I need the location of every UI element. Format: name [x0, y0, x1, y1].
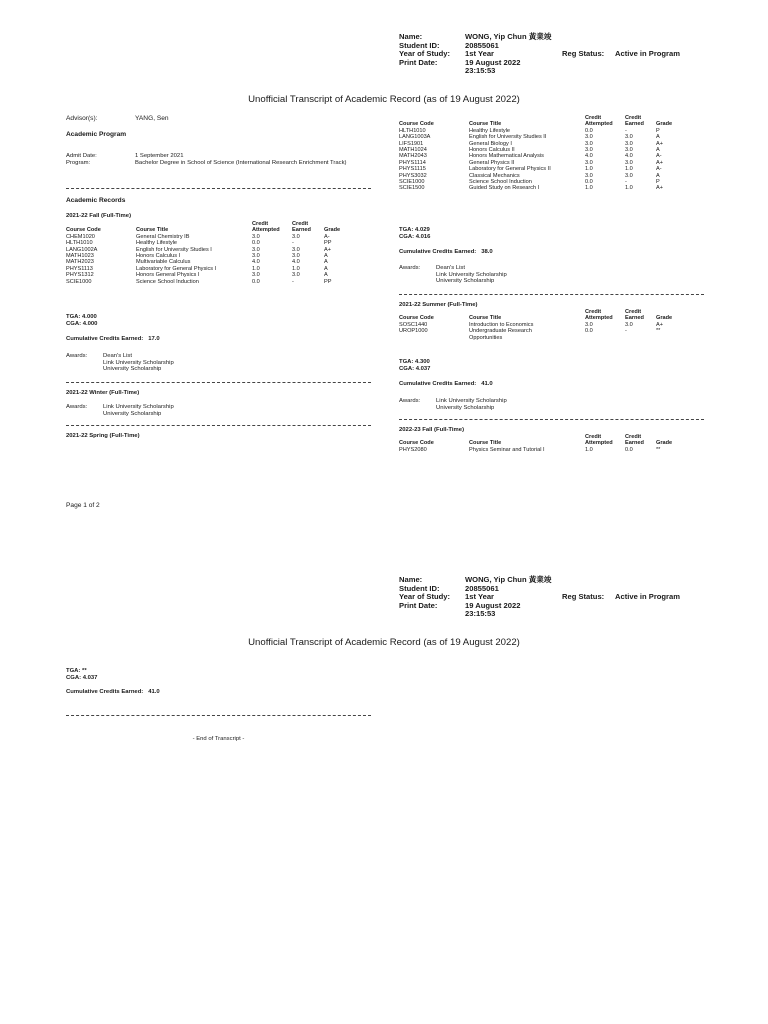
award: University Scholarship	[103, 410, 162, 417]
credit-earned: 3.0	[625, 172, 633, 179]
credit-earned: 3.0	[292, 246, 300, 253]
course-code: LANG1003A	[399, 134, 431, 141]
grade: P	[656, 179, 660, 186]
credit-attempted: 4.0	[585, 153, 593, 160]
credit-earned: 3.0	[625, 140, 633, 147]
credit-attempted: 1.0	[585, 446, 593, 453]
col-credit-earned: Credit Earned	[625, 434, 644, 447]
credit-earned: 3.0	[292, 272, 300, 279]
course-title: Laboratory for General Physics II	[469, 166, 551, 173]
print-time: 23:15:53	[465, 609, 496, 618]
student-id: 20855061	[465, 583, 499, 593]
course-title: English for University Studies I	[136, 246, 212, 253]
credit-attempted: 3.0	[585, 172, 593, 179]
course-code: MATH2023	[66, 259, 94, 266]
course-code: SCIE1000	[399, 179, 425, 186]
credit-earned: 0.0	[625, 446, 633, 453]
reg-status-label: Reg Status:	[562, 49, 605, 58]
print-date-label: Print Date:	[399, 600, 438, 610]
awards-list-winter-2021	[103, 404, 174, 417]
course-row	[399, 447, 686, 453]
awards-list-spring-2022	[436, 265, 507, 285]
award: Dean's List	[103, 353, 132, 359]
term-heading-spring-2022: 2021-22 Spring (Full-Time)	[66, 433, 140, 439]
credit-attempted: 0.0	[585, 328, 593, 335]
credit-earned: 3.0	[292, 233, 300, 240]
program-name: Bachelor Degree in School of Science (International Research Enrichment Track)	[135, 160, 347, 166]
page1-title: Unofficial Transcript of Academic Record (as of 19 August 2022)	[248, 94, 520, 105]
credit-attempted: 0.0	[252, 240, 260, 247]
course-code: LIFS1901	[399, 140, 424, 147]
credit-attempted: 4.0	[252, 259, 260, 266]
course-table-summer-2022	[399, 309, 686, 341]
col-grade: Grade	[656, 440, 673, 447]
grade: A+	[656, 185, 663, 192]
course-table-fall-2022	[399, 434, 686, 453]
col-credit-earned: Credit Earned	[625, 115, 644, 128]
grade: **	[656, 328, 661, 335]
tga-summer-2022: TGA: 4.300	[399, 359, 430, 365]
course-title: General Biology I	[469, 140, 512, 147]
grade: A	[656, 134, 660, 141]
credit-earned: 3.0	[292, 253, 300, 260]
term-heading-fall-2021: 2021-22 Fall (Full-Time)	[66, 213, 132, 219]
tga-fall-2021: TGA: 4.000	[66, 314, 97, 320]
academic-program-heading: Academic Program	[66, 131, 127, 138]
cum-credits-value: 41.0	[148, 689, 160, 695]
term-heading-winter-2021: 2021-22 Winter (Full-Time)	[66, 390, 140, 396]
divider	[66, 188, 371, 189]
course-code: PHYS1114	[399, 159, 426, 166]
credit-earned: 3.0	[625, 321, 633, 328]
credit-attempted: 3.0	[252, 246, 260, 253]
cga-spring-2022: CGA: 4.016	[399, 234, 431, 240]
award: Link University Scholarship	[436, 398, 507, 404]
course-title: Science School Induction	[136, 278, 199, 285]
award: Dean's List	[436, 265, 465, 271]
awards-label: Awards:	[399, 398, 421, 404]
course-title: Multivariable Calculus	[136, 259, 191, 266]
col-course-code: Course Code	[66, 227, 101, 234]
reg-status-label: Reg Status:	[562, 592, 605, 601]
col-course-code: Course Code	[399, 440, 434, 447]
print-time: 23:15:53	[465, 66, 496, 75]
cga-page2: CGA: 4.037	[66, 675, 98, 681]
print-date: 19 August 2022	[465, 57, 521, 67]
course-title: Laboratory for General Physics I	[136, 265, 217, 272]
grade: A+	[656, 159, 663, 166]
year-of-study: 1st Year	[465, 592, 494, 601]
credit-attempted: 1.0	[252, 265, 260, 272]
student-id-label: Student ID:	[399, 583, 440, 593]
col-course-title: Course Title	[469, 315, 502, 322]
credit-earned: -	[625, 179, 627, 186]
cum-credits-label: Cumulative Credits Earned:	[399, 381, 477, 387]
award: Link University Scholarship	[436, 271, 507, 278]
student-id: 20855061	[465, 40, 499, 50]
program-label: Program:	[66, 160, 91, 166]
col-course-code: Course Code	[399, 315, 434, 322]
course-row	[399, 328, 686, 341]
page1-header	[399, 33, 699, 75]
admit-date: 1 September 2021	[135, 153, 184, 159]
course-title: General Physics II	[469, 159, 515, 166]
print-date: 19 August 2022	[465, 600, 521, 610]
cum-credits-label: Cumulative Credits Earned:	[399, 249, 477, 255]
course-title: Honors Calculus II	[469, 147, 515, 154]
course-title: Undergraduate Research Opportunities	[469, 328, 532, 341]
course-code: PHYS3032	[399, 172, 427, 179]
grade: A+	[656, 321, 663, 328]
student-id-label: Student ID:	[399, 40, 440, 50]
col-grade: Grade	[324, 227, 341, 234]
advisor-name: YANG, Sen	[135, 115, 169, 122]
cum-credits-fall-2021	[66, 336, 160, 343]
course-table-spring-2022	[399, 115, 686, 192]
credit-attempted: 3.0	[585, 321, 593, 328]
course-code: PHYS1113	[66, 265, 93, 272]
grade: A+	[324, 246, 331, 253]
col-credit-earned: Credit Earned	[292, 221, 311, 234]
print-date-label: Print Date:	[399, 57, 438, 67]
cga-fall-2021: CGA: 4.000	[66, 321, 98, 327]
year-label: Year of Study:	[399, 49, 451, 58]
credit-earned: 3.0	[625, 147, 633, 154]
award: Link University Scholarship	[103, 404, 174, 410]
divider	[66, 382, 371, 383]
course-code: UROP1000	[399, 328, 428, 335]
cum-credits-value: 41.0	[481, 381, 493, 387]
grade: A-	[656, 153, 662, 160]
grade: A	[656, 147, 660, 154]
reg-status: Active in Program	[615, 592, 680, 601]
term-heading-summer-2022: 2021-22 Summer (Full-Time)	[399, 302, 478, 308]
course-code: SOSC1440	[399, 321, 428, 328]
credit-earned: 3.0	[625, 134, 633, 141]
course-row	[66, 279, 354, 285]
course-code: HLTH1010	[399, 127, 426, 134]
academic-records-heading: Academic Records	[66, 197, 126, 204]
course-title: Classical Mechanics	[469, 172, 520, 179]
course-code: PHYS2080	[399, 446, 427, 453]
col-grade: Grade	[656, 121, 673, 128]
page2-header	[399, 576, 699, 618]
awards-list-fall-2021	[103, 353, 174, 373]
credit-attempted: 1.0	[585, 166, 593, 173]
credit-attempted: 1.0	[585, 185, 593, 192]
course-title: Healthy Lifestyle	[469, 127, 511, 134]
course-row	[399, 185, 686, 191]
credit-attempted: 3.0	[252, 272, 260, 279]
grade: A	[324, 265, 328, 272]
credit-attempted: 0.0	[585, 127, 593, 134]
divider	[399, 419, 704, 420]
cum-credits-spring-2022	[399, 249, 493, 256]
credit-earned: 3.0	[625, 159, 633, 166]
page2-title: Unofficial Transcript of Academic Record (as of 19 August 2022)	[248, 637, 520, 648]
credit-earned: -	[292, 278, 294, 285]
credit-attempted: 3.0	[252, 253, 260, 260]
cum-credits-page2	[66, 689, 160, 696]
divider	[399, 294, 704, 295]
year-label: Year of Study:	[399, 592, 451, 601]
grade: A	[324, 272, 328, 279]
course-title: Physics Seminar and Tutorial I	[469, 446, 545, 453]
course-code: SCIE1500	[399, 185, 425, 192]
credit-earned: 1.0	[292, 265, 300, 272]
course-title: Honors Calculus I	[136, 253, 181, 260]
student-name: WONG, Yip Chun 黃業竣	[465, 575, 552, 584]
col-credit-earned: Credit Earned	[625, 309, 644, 322]
col-course-title: Course Title	[136, 227, 169, 234]
course-title: English for University Studies II	[469, 134, 547, 141]
course-title: Science School Induction	[469, 179, 532, 186]
course-title: Honors General Physics I	[136, 272, 200, 279]
grade: PP	[324, 240, 332, 247]
course-title: Healthy Lifestyle	[136, 240, 178, 247]
page-number: Page 1 of 2	[66, 502, 100, 509]
award: University Scholarship	[436, 278, 495, 285]
cum-credits-label: Cumulative Credits Earned:	[66, 689, 144, 695]
divider	[66, 715, 371, 716]
credit-attempted: 0.0	[252, 278, 260, 285]
grade: A-	[324, 233, 330, 240]
credit-earned: -	[292, 240, 294, 247]
col-credit-attempted: Credit Attempted	[252, 221, 280, 234]
grade: **	[656, 446, 661, 453]
awards-label: Awards:	[66, 353, 88, 359]
col-course-code: Course Code	[399, 121, 434, 128]
credit-earned: -	[625, 328, 627, 335]
credit-attempted: 3.0	[585, 134, 593, 141]
grade: PP	[324, 278, 332, 285]
name-label: Name:	[399, 32, 423, 41]
course-title: Guided Study on Research I	[469, 185, 540, 192]
course-code: MATH1024	[399, 147, 427, 154]
credit-earned: 1.0	[625, 166, 633, 173]
col-grade: Grade	[656, 315, 673, 322]
col-course-title: Course Title	[469, 440, 502, 447]
col-credit-attempted: Credit Attempted	[585, 434, 613, 447]
credit-attempted: 3.0	[585, 147, 593, 154]
course-title: Honors Mathematical Analysis	[469, 153, 544, 160]
course-title: Introduction to Economics	[469, 321, 534, 328]
award: University Scholarship	[436, 404, 495, 411]
course-code: HLTH1010	[66, 240, 93, 247]
credit-earned: 4.0	[292, 259, 300, 266]
col-credit-attempted: Credit Attempted	[585, 115, 613, 128]
grade: P	[656, 127, 660, 134]
credit-earned: 1.0	[625, 185, 633, 192]
course-table-fall-2021	[66, 221, 354, 285]
awards-label: Awards:	[66, 404, 88, 410]
end-of-transcript: - End of Transcript -	[192, 736, 245, 742]
credit-attempted: 3.0	[585, 140, 593, 147]
year-of-study: 1st Year	[465, 49, 494, 58]
student-name: WONG, Yip Chun 黃業竣	[465, 32, 552, 41]
credit-earned: 4.0	[625, 153, 633, 160]
credit-earned: -	[625, 127, 627, 134]
course-code: CHEM1020	[66, 233, 95, 240]
advisor-label: Advisor(s):	[66, 115, 98, 122]
tga-page2: TGA: **	[66, 668, 87, 674]
name-label: Name:	[399, 575, 423, 584]
course-code: PHYS1312	[66, 272, 94, 279]
grade: A-	[656, 166, 662, 173]
award: University Scholarship	[103, 366, 162, 373]
cum-credits-value: 17.0	[148, 336, 160, 342]
credit-attempted: 3.0	[585, 159, 593, 166]
cum-credits-summer-2022	[399, 381, 493, 388]
term-heading-fall-2022: 2022-23 Fall (Full-Time)	[399, 427, 465, 433]
admit-date-label: Admit Date:	[66, 153, 97, 159]
reg-status: Active in Program	[615, 49, 680, 58]
awards-label: Awards:	[399, 265, 421, 271]
course-code: SCIE1000	[66, 278, 92, 285]
course-code: MATH2043	[399, 153, 427, 160]
course-code: PHYS1115	[399, 166, 426, 173]
col-credit-attempted: Credit Attempted	[585, 309, 613, 322]
divider	[66, 425, 371, 426]
course-code: LANG1002A	[66, 246, 98, 253]
cga-summer-2022: CGA: 4.037	[399, 366, 431, 372]
credit-attempted: 3.0	[252, 233, 260, 240]
col-course-title: Course Title	[469, 121, 502, 128]
grade: A	[324, 253, 328, 260]
cum-credits-value: 38.0	[481, 249, 493, 255]
awards-list-summer-2022	[436, 398, 507, 411]
course-code: MATH1023	[66, 253, 94, 260]
grade: A+	[656, 140, 663, 147]
grade: A	[656, 172, 660, 179]
credit-attempted: 0.0	[585, 179, 593, 186]
course-title: General Chemistry IB	[136, 233, 190, 240]
cum-credits-label: Cumulative Credits Earned:	[66, 336, 144, 342]
grade: A	[324, 259, 328, 266]
award: Link University Scholarship	[103, 359, 174, 366]
tga-spring-2022: TGA: 4.029	[399, 227, 430, 233]
